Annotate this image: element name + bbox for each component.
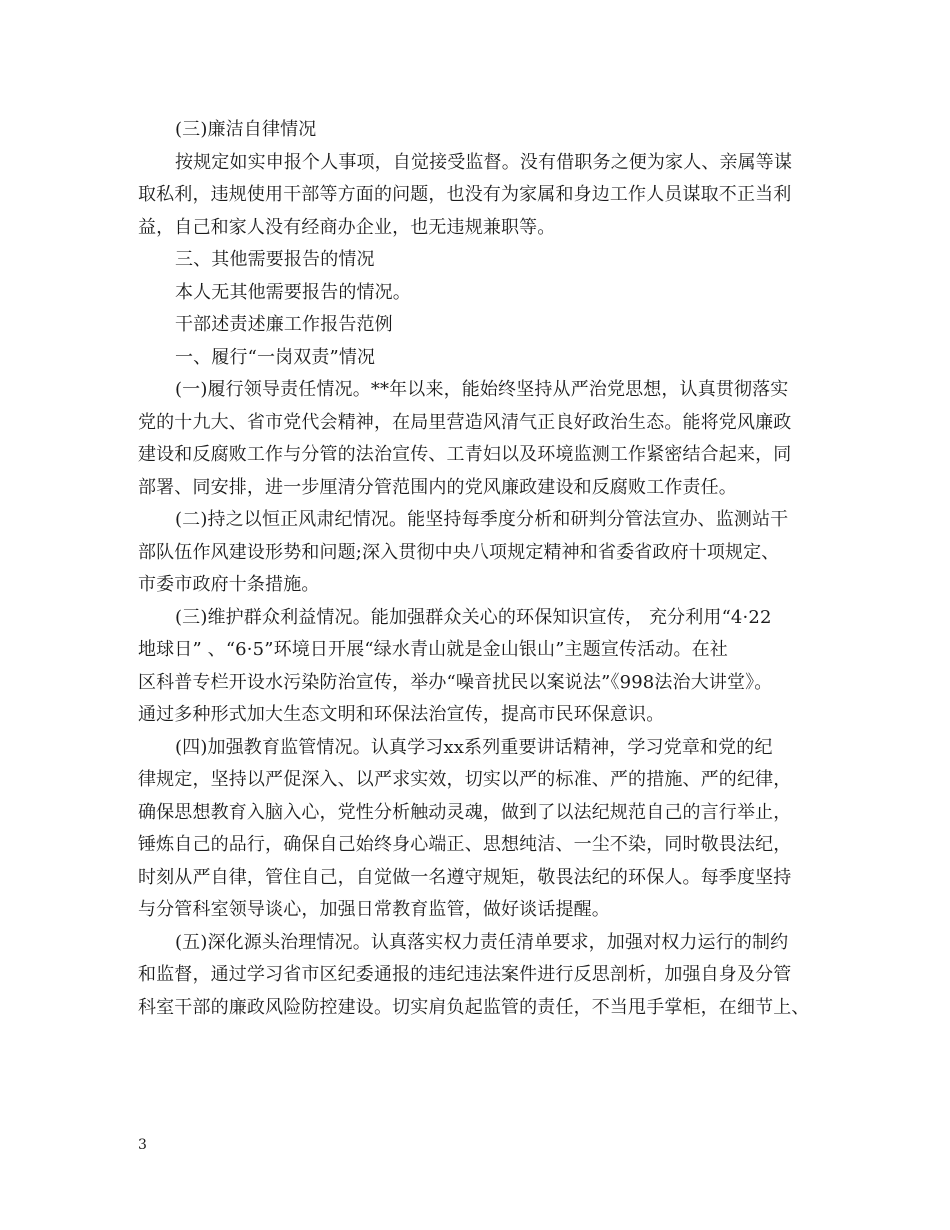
- paragraph-line: (三)维护群众利益情况。能加强群众关心的环保知识宣传， 充分利用“4·22: [175, 606, 772, 628]
- paragraph-line: 党的十九大、省市党代会精神，在局里营造风清气正良好政治生态。能将党风廉政: [138, 411, 792, 433]
- paragraph-line: (四)加强教育监管情况。认真学习xx系列重要讲话精神，学习党章和党的纪: [175, 736, 773, 758]
- paragraph-line: 取私利，违规使用干部等方面的问题，也没有为家属和身边工作人员谋取不正当利: [138, 184, 792, 205]
- paragraph-line: 与分管科室领导谈心，加强日常教育监管，做好谈话提醒。: [138, 899, 610, 920]
- paragraph-line: (五)深化源头治理情况。认真落实权力责任清单要求，加强对权力运行的制约: [175, 931, 789, 953]
- paragraph-line: 按规定如实申报个人事项，自觉接受监督。没有借职务之便为家人、亲属等谋: [175, 151, 793, 173]
- paragraph-line: 建设和反腐败工作与分管的法治宣传、工青妇以及环境监测工作紧密结合起来，同: [138, 444, 792, 465]
- section-heading-duties: 一、履行“一岗双责”情况: [175, 346, 376, 368]
- page-number: 3: [138, 1137, 147, 1153]
- paragraph-line: 时刻从严自律，管住自己，自觉做一名遵守规矩，敬畏法纪的环保人。每季度坚持: [138, 866, 792, 888]
- document-body: [138, 114, 824, 1024]
- paragraph-line: 部署、同安排，进一步厘清分管范围内的党风廉政建设和反腐败工作责任。: [138, 476, 737, 498]
- paragraph-line: 部队伍作风建设形势和问题;深入贯彻中央八项规定精神和省委省政府十项规定、: [138, 541, 780, 563]
- paragraph-line: (一)履行领导责任情况。**年以来，能始终坚持从严治党思想，认真贯彻落实: [175, 379, 789, 400]
- paragraph-line: (二)持之以恒正风肃纪情况。能坚持每季度分析和研判分管法宣办、监测站干: [175, 509, 789, 530]
- paragraph-line: 锤炼自己的品行，确保自己始终身心端正、思想纯洁、一尘不染，同时敬畏法纪，: [138, 834, 792, 855]
- paragraph-line: 和监督，通过学习省市区纪委通报的违纪违法案件进行反思剖析，加强自身及分管: [138, 964, 792, 985]
- paragraph-line: 益，自己和家人没有经商办企业，也无违规兼职等。: [138, 216, 556, 238]
- document-subtitle: 干部述责述廉工作报告范例: [175, 314, 393, 335]
- paragraph-line: 科室干部的廉政风险防控建设。切实肩负起监管的责任，不当甩手掌柜，在细节上、: [138, 996, 810, 1018]
- paragraph-line: 律规定，坚持以严促深入、以严求实效，切实以严的标准、严的措施、严的纪律，: [138, 769, 792, 790]
- section-heading-integrity: (三)廉洁自律情况: [175, 119, 317, 140]
- paragraph-line: 地球日” 、“6·5”环境日开展“绿水青山就是金山银山”主题宣传活动。在社: [138, 639, 728, 660]
- paragraph-line: 市委市政府十条措施。: [138, 574, 320, 595]
- paragraph-line: 区科普专栏开设水污染防治宣传，举办“噪音扰民以案说法”《998法治大讲堂》。: [138, 671, 773, 693]
- paragraph-line: 通过多种形式加大生态文明和环保法治宣传，提高市民环保意识。: [138, 704, 665, 725]
- section-heading-other: 三、其他需要报告的情况: [175, 249, 375, 270]
- paragraph-line: 本人无其他需要报告的情况。: [175, 281, 411, 303]
- paragraph-line: 确保思想教育入脑入心，党性分析触动灵魂，做到了以法纪规范自己的言行举止，: [138, 801, 792, 823]
